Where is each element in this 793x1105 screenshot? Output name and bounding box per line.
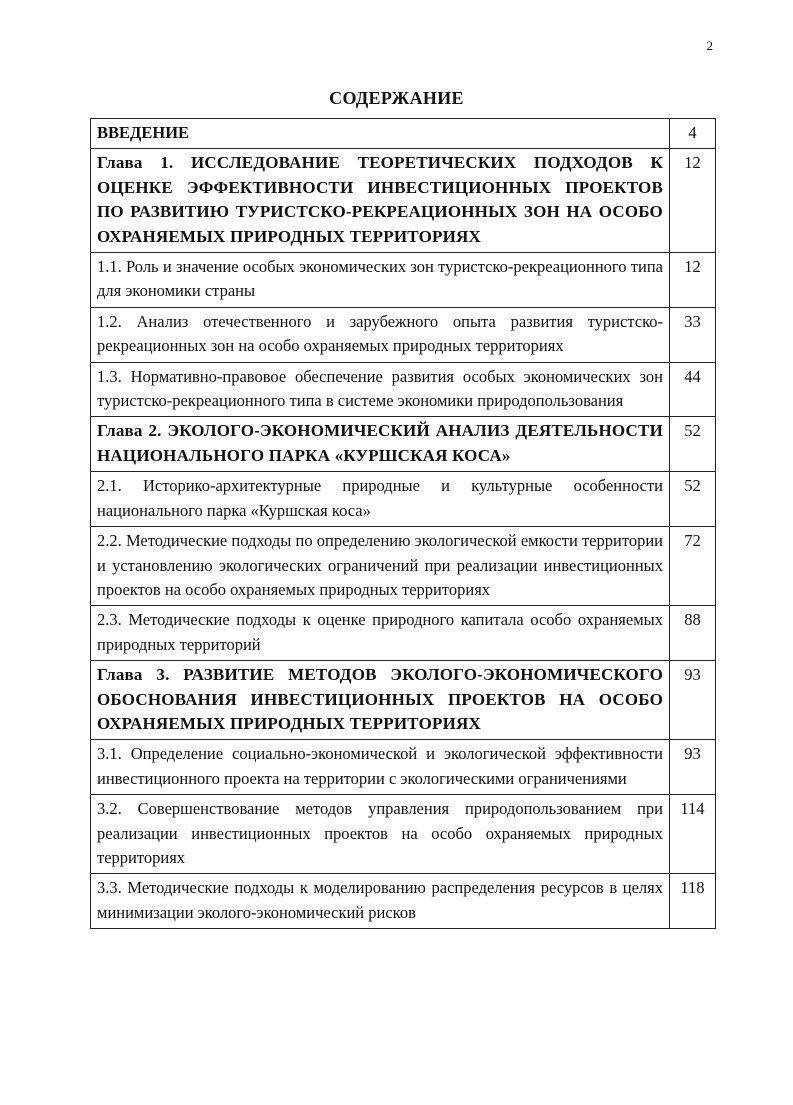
toc-entry-title: 1.1. Роль и значение особых экономических зон туристско-рекреационного типа для экономики страны: [91, 253, 670, 308]
toc-row-section-3-1: [91, 740, 716, 795]
toc-row-section-2-2: [91, 527, 716, 606]
toc-entry-title: 2.2. Методические подходы по определению экологической емкости территории и установлению экологических ограничений при реализации инвестиционных проектов на особо охраняемых природных территориях: [91, 527, 670, 606]
toc-entry-page: 33: [670, 307, 716, 362]
toc-entry-page: 12: [670, 149, 716, 253]
toc-entry-page: 93: [670, 740, 716, 795]
toc-entry-page: 4: [670, 119, 716, 149]
toc-entry-title: 2.1. Историко-архитектурные природные и культурные особенности национального парка «Куршская коса»: [91, 472, 670, 527]
toc-row-chapter-3: [91, 661, 716, 740]
toc-entry-page: 118: [670, 874, 716, 929]
toc-row-section-1-1: [91, 253, 716, 308]
toc-entry-page: 114: [670, 795, 716, 874]
toc-row-section-3-3: [91, 874, 716, 929]
page-title: СОДЕРЖАНИЕ: [329, 88, 464, 108]
toc-row-section-1-2: [91, 307, 716, 362]
toc-entry-title: ВВЕДЕНИЕ: [91, 119, 670, 149]
toc-entry-page: 52: [670, 417, 716, 472]
toc-entry-title: 3.1. Определение социально-экономической и экологической эффективности инвестиционного проекта на территории с экологическими ограничениями: [91, 740, 670, 795]
toc-row-introduction: [91, 119, 716, 149]
table-of-contents: [90, 118, 716, 929]
toc-row-section-2-3: [91, 606, 716, 661]
toc-row-section-2-1: [91, 472, 716, 527]
toc-entry-title: 1.2. Анализ отечественного и зарубежного опыта развития туристско-рекреационных зон на особо охраняемых природных территориях: [91, 307, 670, 362]
toc-entry-page: 72: [670, 527, 716, 606]
toc-entry-title: Глава 1. ИССЛЕДОВАНИЕ ТЕОРЕТИЧЕСКИХ ПОДХОДОВ К ОЦЕНКЕ ЭФФЕКТИВНОСТИ ИНВЕСТИЦИОННЫХ ПРОЕКТОВ ПО РАЗВИТИЮ ТУРИСТСКО-РЕКРЕАЦИОННЫХ ЗОН НА ОСОБО ОХРАНЯЕМЫХ ПРИРОДНЫХ ТЕРРИТОРИЯХ: [91, 149, 670, 253]
toc-entry-title: Глава 2. ЭКОЛОГО-ЭКОНОМИЧЕСКИЙ АНАЛИЗ ДЕЯТЕЛЬНОСТИ НАЦИОНАЛЬНОГО ПАРКА «КУРШСКАЯ КОСА»: [91, 417, 670, 472]
toc-entry-page: 93: [670, 661, 716, 740]
toc-row-section-3-2: [91, 795, 716, 874]
toc-entry-title: 2.3. Методические подходы к оценке природного капитала особо охраняемых природных территорий: [91, 606, 670, 661]
toc-entry-title: 3.3. Методические подходы к моделированию распределения ресурсов в целях минимизации эколого-экономический рисков: [91, 874, 670, 929]
toc-row-chapter-1: [91, 149, 716, 253]
toc-entry-page: 44: [670, 362, 716, 417]
toc-entry-page: 12: [670, 253, 716, 308]
toc-row-chapter-2: [91, 417, 716, 472]
toc-entry-title: 1.3. Нормативно-правовое обеспечение развития особых экономических зон туристско-рекреационного типа в системе экономики природопользования: [91, 362, 670, 417]
page-number: 2: [706, 38, 713, 53]
toc-entry-page: 88: [670, 606, 716, 661]
toc-entry-title: 3.2. Совершенствование методов управления природопользованием при реализации инвестиционных проектов на особо охраняемых природных территориях: [91, 795, 670, 874]
toc-entry-title: Глава 3. РАЗВИТИЕ МЕТОДОВ ЭКОЛОГО-ЭКОНОМИЧЕСКОГО ОБОСНОВАНИЯ ИНВЕСТИЦИОННЫХ ПРОЕКТОВ НА ОСОБО ОХРАНЯЕМЫХ ПРИРОДНЫХ ТЕРРИТОРИЯХ: [91, 661, 670, 740]
toc-row-section-1-3: [91, 362, 716, 417]
toc-entry-page: 52: [670, 472, 716, 527]
